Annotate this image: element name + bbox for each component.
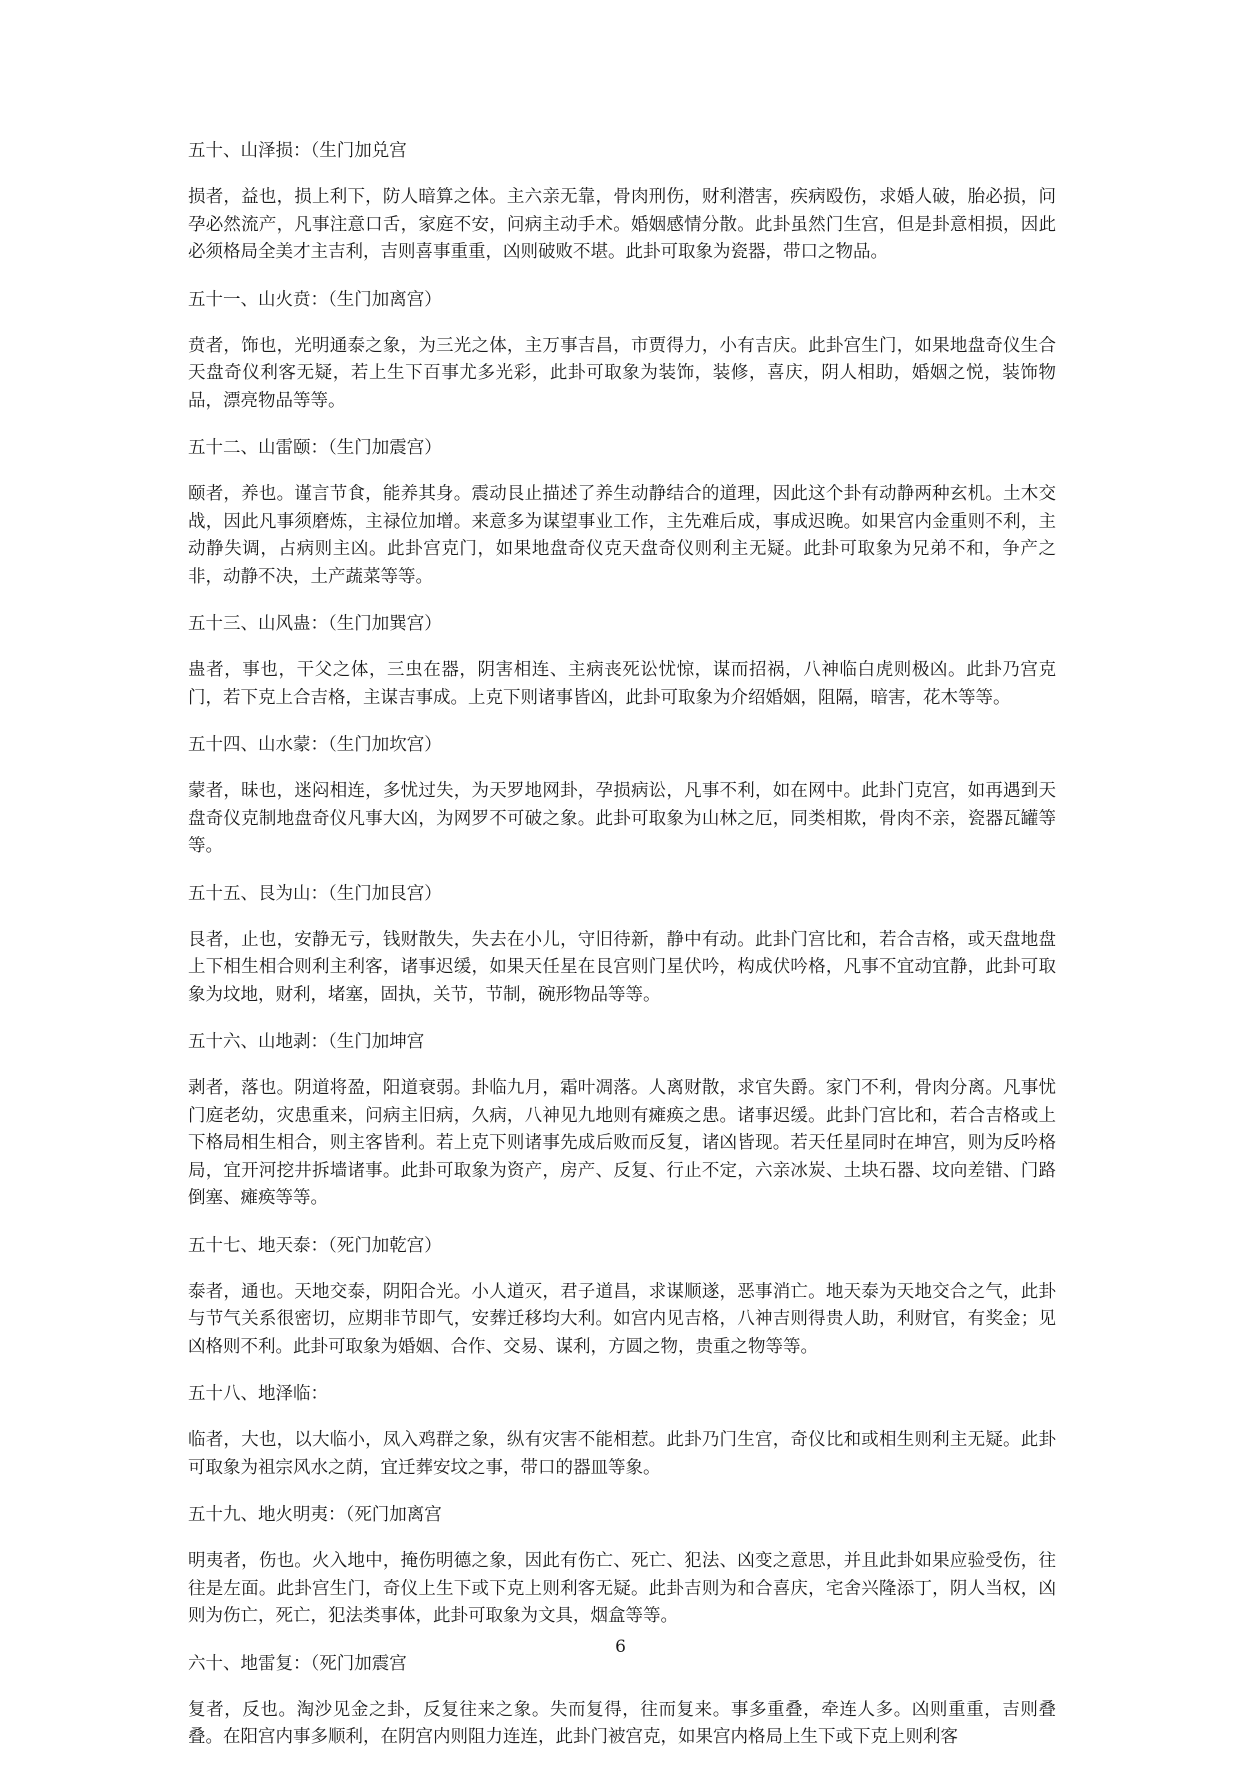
section-heading: 五十二、山雷颐：（生门加震宫）: [188, 438, 442, 458]
section-body: 剥者，落也。阴道将盈，阳道衰弱。卦临九月，霜叶凋落。人离财散，求官失爵。家门不利，骨肉分离。凡事忧门庭老幼，灾患重来，问病主旧病，久病，八神见九地则有瘫痪之患。诸事迟缓。此卦门宫比和，若合吉格或上下格局相生相合，则主客皆利。若上克下则诸事先成后败而反复，诸凶皆现。若天任星同时在坤宫，则为反吟格局，宜开河挖井拆墙诸事。此卦可取象为资产，房产、反复、行止不定，六亲冰炭、土块石器、坟向差错、门路倒塞、瘫痪等等。: [188, 1078, 1056, 1208]
page-number: 6: [615, 1637, 626, 1657]
section-heading: 五十一、山火贲：（生门加离宫）: [188, 289, 442, 310]
section-54: [188, 730, 1056, 861]
section-body: 贲者，饰也，光明通泰之象，为三光之体，主万事吉昌，市贾得力，小有吉庆。此卦宫生门，如果地盘奇仪生合天盘奇仪利客无疑，若上生下百事尤多光彩，此卦可取象为装饰，装修，喜庆，阴人相助，婚姻之悦，装饰物品，漂亮物品等等。: [188, 335, 1056, 411]
section-53: [188, 609, 1056, 712]
section-heading: 五十五、艮为山：（生门加艮宫）: [188, 883, 442, 904]
section-heading: 五十、山泽损：（生门加兑宫: [188, 141, 407, 161]
section-58: [188, 1379, 1056, 1482]
section-57: [188, 1231, 1056, 1362]
section-52: [188, 433, 1056, 591]
section-body: 颐者，养也。谨言节食，能养其身。震动艮止描述了养生动静结合的道理，因此这个卦有动静两种玄机。土木交战，因此凡事须磨炼，主禄位加增。来意多为谋望事业工作，主先难后成，事成迟晚。如果宫内金重则不利，主动静失调，占病则主凶。此卦宫克门，如果地盘奇仪克天盘奇仪则利主无疑。此卦可取象为兄弟不和，争产之非，动静不决，土产蔬菜等等。: [188, 484, 1056, 587]
section-59: [188, 1500, 1056, 1631]
section-heading: 五十六、山地剥：（生门加坤宫: [188, 1032, 425, 1052]
section-56: [188, 1027, 1056, 1213]
section-heading: 五十九、地火明夷：（死门加离宫: [188, 1505, 442, 1525]
section-body: 蛊者，事也，干父之体，三虫在器，阴害相连、主病丧死讼忧惊，谋而招祸，八神临白虎则极凶。此卦乃宫克门，若下克上合吉格，主谋吉事成。上克下则诸事皆凶，此卦可取象为介绍婚姻，阻隔，暗害，花木等等。: [188, 660, 1056, 708]
section-body: 泰者，通也。天地交泰，阴阳合光。小人道灭，君子道昌，求谋顺遂，恶事消亡。地天泰为天地交合之气，此卦与节气关系很密切，应期非节即气，安葬迁移均大利。如宫内见吉格，八神吉则得贵人助，利财官，有奖金；见凶格则不利。此卦可取象为婚姻、合作、交易、谋利，方圆之物，贵重之物等等。: [188, 1281, 1056, 1357]
section-50: [188, 136, 1056, 267]
section-body: 明夷者，伤也。火入地中，掩伤明德之象，因此有伤亡、死亡、犯法、凶变之意思，并且此卦如果应验受伤，往往是左面。此卦宫生门，奇仪上生下或下克上则利客无疑。此卦吉则为和合喜庆，宅舍兴隆添丁，阴人当权，凶则为伤亡，死亡，犯法类事体，此卦可取象为文具，烟盒等等。: [188, 1551, 1056, 1626]
section-heading: 六十、地雷复：（死门加震宫: [188, 1653, 407, 1674]
section-body: 艮者，止也，安静无亏，钱财散失，失去在小儿，守旧待新，静中有动。此卦门宫比和，若合吉格，或天盘地盘上下相生相合则利主利客，诸事迟缓，如果天任星在艮宫则门星伏吟，构成伏吟格，凡事不宜动宜静，此卦可取象为坟地，财利，堵塞，固执，关节，节制，碗形物品等等。: [188, 929, 1056, 1005]
section-body: 蒙者，昧也，迷闷相连，多忧过失，为天罗地网卦，孕损病讼，凡事不利，如在网中。此卦门克宫，如再遇到天盘奇仪克制地盘奇仪凡事大凶，为网罗不可破之象。此卦可取象为山林之厄，同类相欺，骨肉不亲，瓷器瓦罐等等。: [188, 781, 1056, 856]
section-60: [188, 1649, 1056, 1752]
section-body: 损者，益也，损上利下，防人暗算之体。主六亲无靠，骨肉刑伤，财利潜害，疾病殴伤，求婚人破，胎必损，问孕必然流产，凡事注意口舌，家庭不安，问病主动手术。婚姻感情分散。此卦虽然门生宫，但是卦意相损，因此必须格局全美才主吉利，吉则喜事重重，凶则破败不堪。此卦可取象为瓷器，带口之物品。: [188, 187, 1056, 262]
section-body: 临者，大也，以大临小，凤入鸡群之象，纵有灾害不能相惹。此卦乃门生宫，奇仪比和或相生则利主无疑。此卦可取象为祖宗风水之荫，宜迁葬安坟之事，带口的器皿等象。: [188, 1430, 1056, 1478]
page-content: [188, 136, 1056, 1770]
section-55: [188, 879, 1056, 1010]
section-51: [188, 285, 1056, 416]
section-heading: 五十八、地泽临：: [188, 1384, 328, 1404]
section-heading: 五十七、地天泰：（死门加乾宫）: [188, 1235, 442, 1256]
section-heading: 五十三、山风蛊：（生门加巽宫）: [188, 614, 442, 634]
section-heading: 五十四、山水蒙：（生门加坎宫）: [188, 735, 442, 755]
section-body: 复者，反也。淘沙见金之卦，反复往来之象。失而复得，往而复来。事多重叠，牵连人多。凶则重重，吉则叠叠。在阳宫内事多顺利，在阴宫内则阻力连连，此卦门被宫克，如果宫内格局上生下或下克上则利客: [188, 1699, 1056, 1747]
